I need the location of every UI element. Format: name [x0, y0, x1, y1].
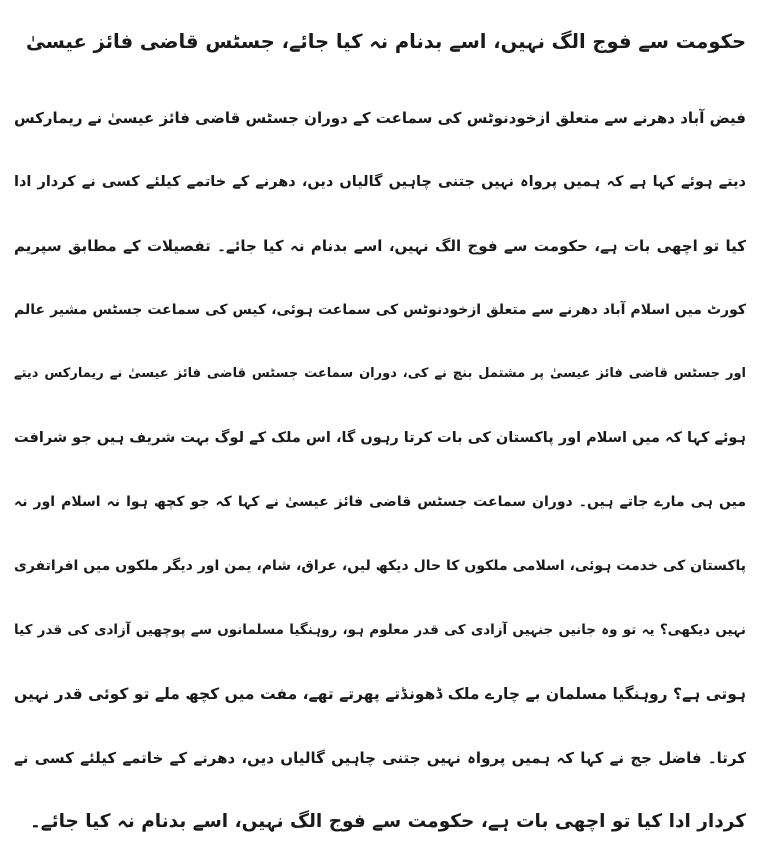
body-line: میں ہی مارے جاتے ہیں۔ دوران سماعت جسٹس قاضی فائز عیسیٰ نے کہا کہ جو کچھ ہوا نہ اسلام اور نہ: [14, 494, 746, 510]
body-line: فیض آباد دھرنے سے متعلق ازخودنوٹس کی سماعت کے دوران جسٹس قاضی فائز عیسیٰ نے ریمارکس: [14, 109, 746, 127]
body-line: کورٹ میں اسلام آباد دھرنے سے متعلق ازخودنوٹس کی سماعت ہوئی، کیس کی سماعت جسٹس مشیر عالم: [14, 302, 746, 318]
body-line: کردار ادا کیا تو اچھی بات ہے، حکومت سے فوج الگ نہیں، اسے بدنام نہ کیا جائے۔: [29, 811, 746, 832]
body-line: پاکستان کی خدمت ہوئی، اسلامی ملکوں کا حال دیکھ لیں، عراق، شام، یمن اور دیگر ملکوں میں افراتفری: [14, 558, 746, 574]
body-line: ہوئے کہا کہ میں اسلام اور پاکستان کی بات کرتا رہوں گا، اس ملک کے لوگ بہت شریف ہیں جو شرافت: [14, 430, 746, 446]
body-line: کرتا۔ فاضل جج نے کہا کہ ہمیں پرواہ نہیں جتنی چاہیں گالیاں دیں، دھرنے کے خاتمے کیلئے کسی نے: [14, 749, 746, 767]
article-headline: حکومت سے فوج الگ نہیں، اسے بدنام نہ کیا جائے، جسٹس قاضی فائز عیسیٰ: [25, 30, 746, 53]
body-line: دیتے ہوئے کہا ہے کہ ہمیں پرواہ نہیں جتنی چاہیں گالیاں دیں، دھرنے کے خاتمے کیلئے کسی نے کردار ادا: [14, 174, 746, 190]
body-line: اور جسٹس قاضی فائز عیسیٰ پر مشتمل بنچ نے کی، دوران سماعت جسٹس قاضی فائز عیسیٰ نے ریمارکس دیتے: [14, 366, 746, 381]
body-line: ہوتی ہے؟ روہنگیا مسلمان بے چارے ملک ڈھونڈتے پھرتے تھے، مفت میں کچھ ملے تو کوئی قدر نہیں: [14, 685, 746, 703]
body-line: نہیں دیکھی؟ یہ تو وہ جانیں جنہیں آزادی کی قدر معلوم ہو، روہنگیا مسلمانوں سے پوچھیں آزادی کی قدر کیا: [14, 622, 746, 638]
article-body: [14, 98, 746, 866]
body-line: کیا تو اچھی بات ہے، حکومت سے فوج الگ نہیں، اسے بدنام نہ کیا جائے۔ تفصیلات کے مطابق سپریم: [14, 237, 746, 255]
